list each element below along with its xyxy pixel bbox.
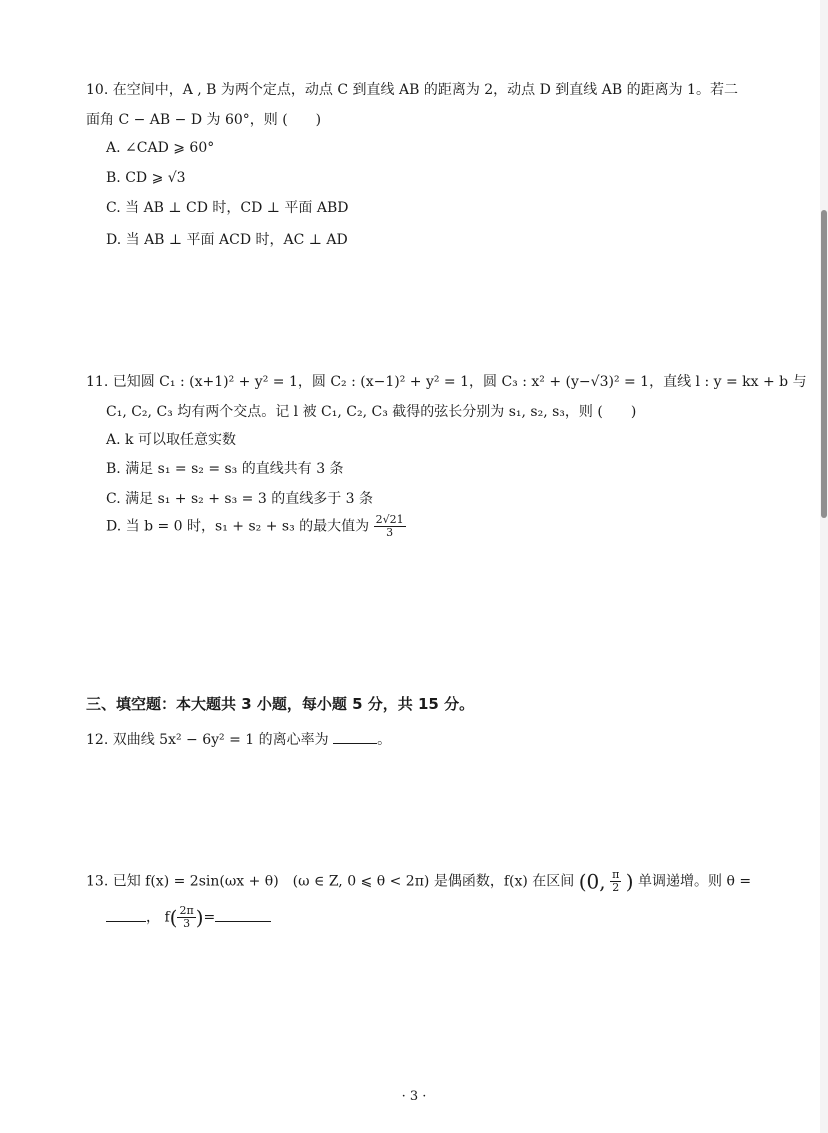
q10-option-a: A. ∠CAD ⩾ 60° — [106, 140, 215, 156]
q11-option-a: A. k 可以取任意实数 — [106, 432, 236, 448]
q11-stem-line2: C₁, C₂, C₃ 均有两个交点。记 l 被 C₁, C₂, C₃ 截得的弦长分别为 s₁, s₂, s₃，则 ( ) — [106, 404, 637, 420]
interval-close: ) — [625, 869, 634, 894]
q13-f-label: f — [164, 909, 170, 926]
page-number: · 3 · — [401, 1089, 427, 1104]
fraction-numerator: π — [612, 868, 620, 881]
fraction-denominator: 2 — [612, 881, 620, 894]
q10-option-d: D. 当 AB ⊥ 平面 ACD 时，AC ⊥ AD — [106, 232, 348, 248]
q10-option-c: C. 当 AB ⊥ CD 时，CD ⊥ 平面 ABD — [106, 200, 349, 216]
q11-stem-line1: 11. 已知圆 C₁ : (x+1)² + y² = 1，圆 C₂ : (x−1)² + y² = 1，圆 C₃ : x² + (y−√3)² = 1，直线 l : y = kx + b 与 — [86, 374, 807, 390]
q11-option-d-text: D. 当 b = 0 时，s₁ + s₂ + s₃ 的最大值为 — [106, 518, 370, 535]
fraction-numerator: 2√21 — [375, 513, 404, 526]
interval-open: (0, — [578, 869, 606, 894]
section-title: 三、填空题：本大题共 3 小题，每小题 5 分，共 15 分。 — [86, 695, 475, 713]
q13-separator: ， — [146, 909, 160, 926]
fraction-numerator: 2π — [179, 904, 194, 917]
q11-option-b: B. 满足 s₁ = s₂ = s₃ 的直线共有 3 条 — [106, 461, 344, 477]
q11-option-d-fraction — [374, 514, 406, 539]
q13-interval-fraction — [610, 869, 621, 894]
scrollbar-thumb[interactable] — [821, 210, 827, 518]
q11-option-d — [106, 514, 406, 539]
q13-text: 13. 已知 f(x) = 2sin(ωx + θ) (ω ∈ Z, 0 ⩽ θ < 2π) 是偶函数，f(x) 在区间 — [86, 873, 575, 890]
q13-equals: = — [203, 909, 216, 926]
fraction-denominator: 3 — [183, 917, 191, 930]
q13-theta-answer-blank[interactable] — [106, 907, 146, 922]
q12-line — [86, 729, 391, 750]
q13-suffix: 单调递增。则 θ = — [638, 873, 752, 890]
q12-tail: 。 — [377, 732, 392, 748]
q11-option-c: C. 满足 s₁ + s₂ + s₃ = 3 的直线多于 3 条 — [106, 491, 374, 507]
q13-stem-line2 — [106, 905, 271, 930]
f-close-paren: ) — [195, 905, 204, 930]
q13-stem-line1 — [86, 869, 751, 894]
f-open-paren: ( — [169, 905, 178, 930]
q12-text: 12. 双曲线 5x² − 6y² = 1 的离心率为 — [86, 732, 329, 748]
scrollbar[interactable] — [820, 0, 828, 1133]
fraction-denominator: 3 — [386, 526, 394, 539]
q13-f-fraction — [177, 905, 195, 930]
q12-answer-blank[interactable] — [333, 729, 377, 744]
q10-stem-line1: 10. 在空间中，A , B 为两个定点，动点 C 到直线 AB 的距离为 2，动点 D 到直线 AB 的距离为 1。若二 — [86, 82, 738, 98]
q13-f-answer-blank[interactable] — [215, 907, 271, 922]
q10-option-b: B. CD ⩾ √3 — [106, 170, 186, 186]
q10-stem-line2: 面角 C − AB − D 为 60°，则 ( ) — [86, 112, 322, 128]
